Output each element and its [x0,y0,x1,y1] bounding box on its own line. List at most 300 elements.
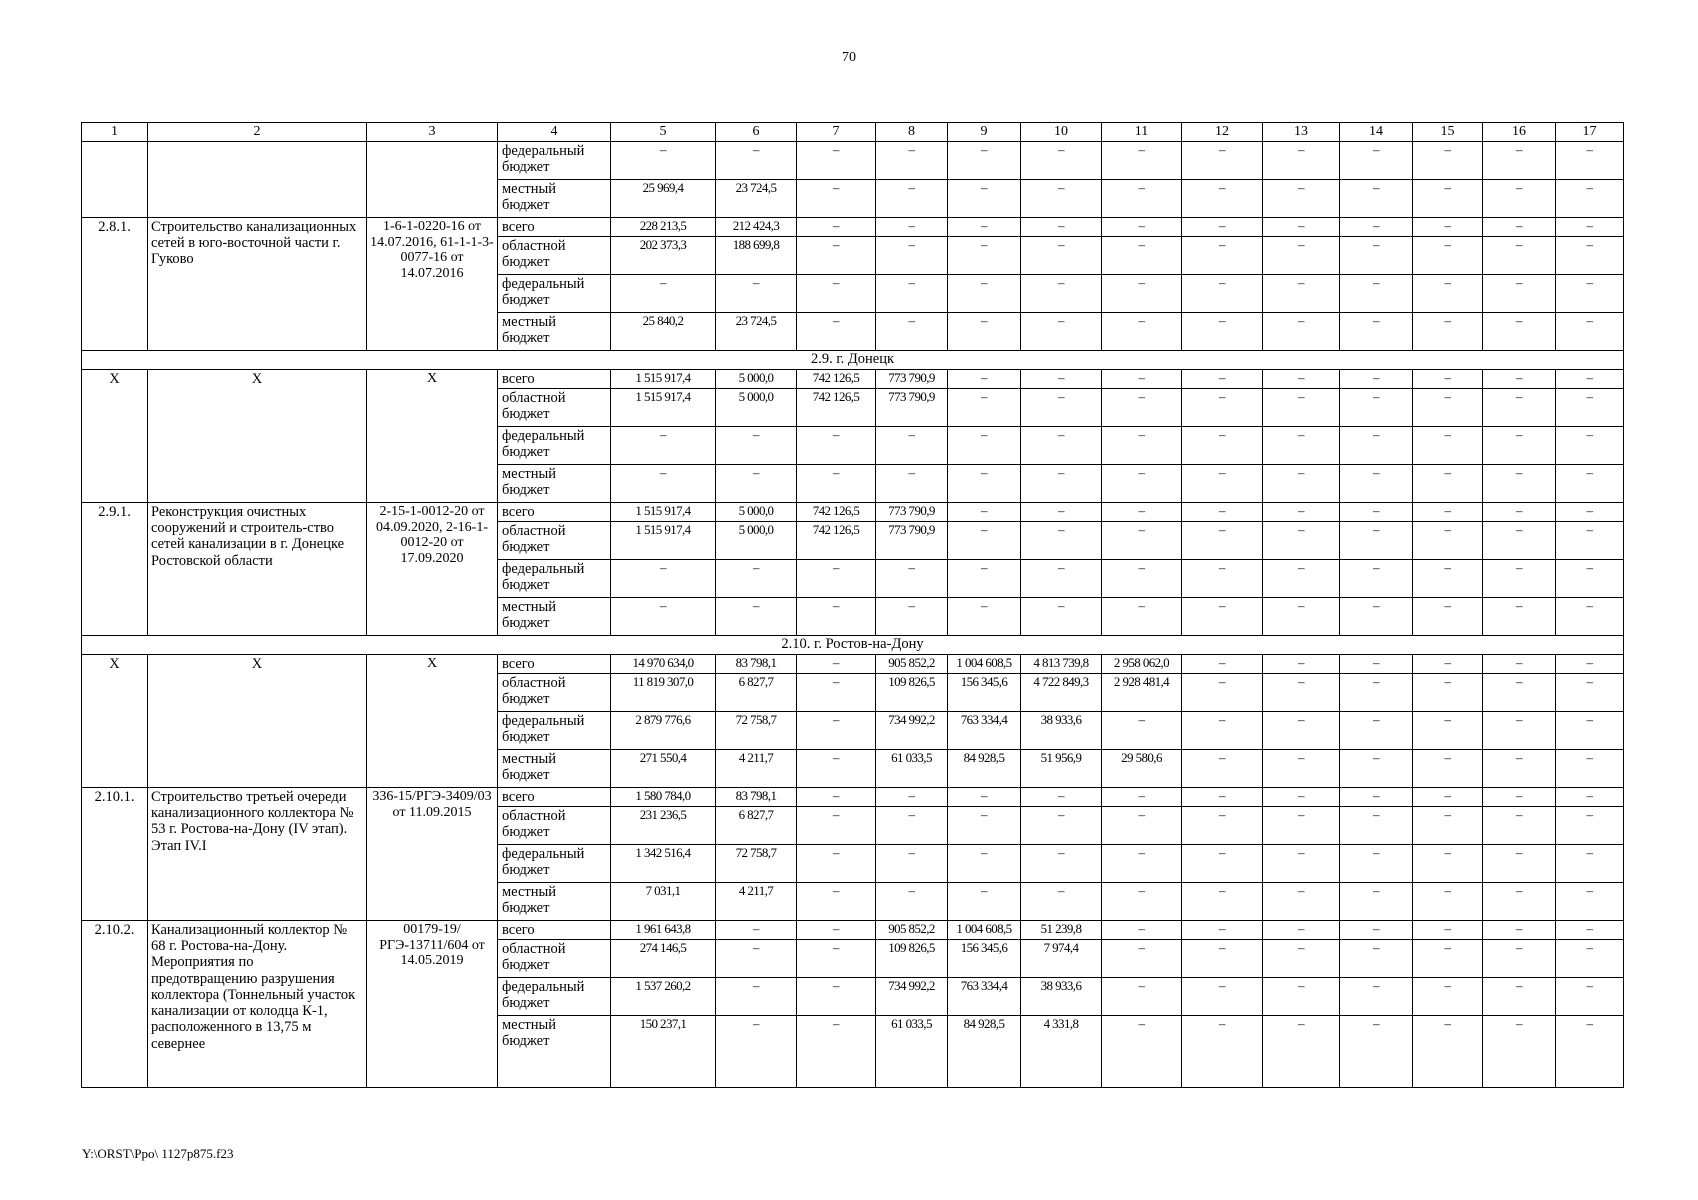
amount-cell: 109 826,5 [876,674,948,712]
item-name: Реконструкция очистных сооружений и строитель-ство сетей канализации в г. Донецке Ростовской области [148,503,367,636]
amount-cell: – [1413,237,1483,275]
amount-cell: 6 827,7 [716,807,797,845]
amount-cell: – [716,275,797,313]
amount-cell: – [797,750,876,788]
funding-source: всего [498,921,611,940]
amount-cell: 2 958 062,0 [1102,655,1182,674]
amount-cell: – [1021,218,1102,237]
amount-cell: 72 758,7 [716,845,797,883]
amount-cell: – [1182,465,1263,503]
amount-cell: – [1556,788,1624,807]
amount-cell: – [948,845,1021,883]
amount-cell: – [876,427,948,465]
amount-cell: – [1340,978,1413,1016]
column-number: 2 [148,123,367,142]
amount-cell: 1 342 516,4 [611,845,716,883]
item-name: Канализационный коллектор № 68 г. Ростова-на-Дону. Мероприятия по предотвращению разрушения коллектора (Тоннельный участок канализации от колодца К-1, расположенного в 13,75 м севернее [148,921,367,1088]
amount-cell: 7 031,1 [611,883,716,921]
amount-cell: – [1102,1016,1182,1088]
amount-cell: – [948,503,1021,522]
table-row [82,788,1624,807]
amount-cell: – [1340,218,1413,237]
amount-cell: – [1556,142,1624,180]
amount-cell: 905 852,2 [876,921,948,940]
amount-cell: – [1340,275,1413,313]
funding-source: областной бюджет [498,940,611,978]
item-name: Строительство третьей очереди канализационного коллектора № 53 г. Ростова-на-Дону (IV этап). Этап IV.I [148,788,367,921]
amount-cell: – [1556,978,1624,1016]
amount-cell: – [876,598,948,636]
amount-cell: – [1182,218,1263,237]
amount-cell: – [1102,180,1182,218]
amount-cell: – [1102,275,1182,313]
amount-cell: – [1556,389,1624,427]
column-number: 16 [1483,123,1556,142]
amount-cell: 773 790,9 [876,503,948,522]
amount-cell: – [1102,560,1182,598]
amount-cell: – [1182,940,1263,978]
funding-source: областной бюджет [498,807,611,845]
document-reference: 00179-19/РГЭ-13711/604 от 14.05.2019 [367,921,498,1088]
amount-cell: – [1413,978,1483,1016]
amount-cell: – [1413,788,1483,807]
amount-cell: – [1556,218,1624,237]
item-number: 2.9.1. [82,503,148,636]
amount-cell: – [1021,237,1102,275]
amount-cell: – [1021,465,1102,503]
amount-cell: – [1556,883,1624,921]
amount-cell: – [797,465,876,503]
amount-cell: – [1263,503,1340,522]
amount-cell: – [1556,845,1624,883]
amount-cell: 51 956,9 [1021,750,1102,788]
amount-cell: 1 004 608,5 [948,655,1021,674]
amount-cell: – [1483,978,1556,1016]
amount-cell: – [948,522,1021,560]
amount-cell: 742 126,5 [797,389,876,427]
amount-cell: – [876,560,948,598]
amount-cell: – [1263,427,1340,465]
amount-cell: – [797,807,876,845]
column-number: 8 [876,123,948,142]
funding-source: местный бюджет [498,750,611,788]
section-title: 2.9. г. Донецк [82,351,1624,370]
amount-cell: 5 000,0 [716,522,797,560]
item-number: 2.10.2. [82,921,148,1088]
amount-cell: 231 236,5 [611,807,716,845]
amount-cell: 72 758,7 [716,712,797,750]
document-reference: 2-15-1-0012-20 от 04.09.2020, 2-16-1-0012-20 от 17.09.2020 [367,503,498,636]
amount-cell: – [1483,503,1556,522]
amount-cell: – [1102,370,1182,389]
funding-source: областной бюджет [498,674,611,712]
amount-cell: – [797,180,876,218]
amount-cell: – [948,180,1021,218]
amount-cell: – [876,788,948,807]
amount-cell: – [948,465,1021,503]
amount-cell: – [1556,503,1624,522]
amount-cell: – [1556,655,1624,674]
document-reference: 336-15/РГЭ-3409/03 от 11.09.2015 [367,788,498,921]
amount-cell: 1 580 784,0 [611,788,716,807]
amount-cell: – [1413,1016,1483,1088]
table-row [82,142,1624,180]
funding-source: федеральный бюджет [498,142,611,180]
amount-cell: – [1182,655,1263,674]
amount-cell: – [716,940,797,978]
amount-cell: – [1182,180,1263,218]
amount-cell: – [1483,427,1556,465]
amount-cell: – [1182,921,1263,940]
column-number: 4 [498,123,611,142]
funding-source: федеральный бюджет [498,978,611,1016]
amount-cell: – [1413,370,1483,389]
amount-cell: – [1263,807,1340,845]
amount-cell: 4 813 739,8 [1021,655,1102,674]
amount-cell: 734 992,2 [876,978,948,1016]
amount-cell: – [1483,883,1556,921]
amount-cell: 11 819 307,0 [611,674,716,712]
amount-cell: – [948,389,1021,427]
table-row [82,921,1624,940]
item-number [82,142,148,218]
amount-cell: 1 537 260,2 [611,978,716,1016]
amount-cell: – [716,921,797,940]
amount-cell: – [1413,522,1483,560]
amount-cell: – [1556,275,1624,313]
amount-cell: – [1263,370,1340,389]
funding-source: областной бюджет [498,522,611,560]
amount-cell: – [797,598,876,636]
funding-source: федеральный бюджет [498,712,611,750]
amount-cell: – [611,598,716,636]
column-number: 3 [367,123,498,142]
amount-cell: – [1263,275,1340,313]
amount-cell: 156 345,6 [948,674,1021,712]
amount-cell: – [797,237,876,275]
amount-cell: 23 724,5 [716,313,797,351]
amount-cell: – [876,142,948,180]
amount-cell: – [797,940,876,978]
amount-cell: – [1556,237,1624,275]
amount-cell: – [797,883,876,921]
amount-cell: – [948,883,1021,921]
column-number: 15 [1413,123,1483,142]
amount-cell: – [1483,560,1556,598]
funding-source: федеральный бюджет [498,560,611,598]
amount-cell: 51 239,8 [1021,921,1102,940]
funding-source: всего [498,370,611,389]
amount-cell: – [611,427,716,465]
amount-cell: – [1413,560,1483,598]
column-number: 9 [948,123,1021,142]
amount-cell: – [1182,560,1263,598]
column-number: 11 [1102,123,1182,142]
amount-cell: – [1340,465,1413,503]
amount-cell: – [1102,522,1182,560]
amount-cell: – [716,465,797,503]
amount-cell: – [797,655,876,674]
amount-cell: – [1340,598,1413,636]
funding-source: всего [498,655,611,674]
amount-cell: 905 852,2 [876,655,948,674]
amount-cell: – [1556,522,1624,560]
amount-cell: – [1556,807,1624,845]
amount-cell: – [797,674,876,712]
amount-cell: – [1340,883,1413,921]
amount-cell: – [1556,750,1624,788]
amount-cell: 773 790,9 [876,370,948,389]
amount-cell: – [1102,313,1182,351]
amount-cell: 84 928,5 [948,750,1021,788]
amount-cell: – [716,142,797,180]
amount-cell: – [1483,788,1556,807]
amount-cell: 25 969,4 [611,180,716,218]
amount-cell: – [1340,655,1413,674]
amount-cell: 38 933,6 [1021,712,1102,750]
item-name [148,142,367,218]
section-title: 2.10. г. Ростов-на-Дону [82,636,1624,655]
footer-file-path: Y:\ORST\Ppo\ 1127p875.f23 [82,1146,234,1161]
amount-cell: 4 331,8 [1021,1016,1102,1088]
amount-cell: – [948,275,1021,313]
amount-cell: – [1102,883,1182,921]
amount-cell: – [1263,522,1340,560]
amount-cell: – [1483,142,1556,180]
amount-cell: – [1102,845,1182,883]
amount-cell: – [1556,674,1624,712]
amount-cell: – [1263,598,1340,636]
amount-cell: – [876,237,948,275]
document-reference [367,142,498,218]
amount-cell: – [1263,237,1340,275]
amount-cell: – [611,142,716,180]
amount-cell: – [1182,712,1263,750]
amount-cell: – [1413,750,1483,788]
amount-cell: – [1340,921,1413,940]
amount-cell: – [1182,883,1263,921]
amount-cell: 773 790,9 [876,389,948,427]
amount-cell: – [1263,674,1340,712]
amount-cell: 2 928 481,4 [1102,674,1182,712]
amount-cell: – [876,180,948,218]
amount-cell: – [1413,674,1483,712]
amount-cell: 271 550,4 [611,750,716,788]
section-row [82,636,1624,655]
amount-cell: – [1263,313,1340,351]
amount-cell: 84 928,5 [948,1016,1021,1088]
amount-cell: – [1413,218,1483,237]
amount-cell: – [1556,712,1624,750]
amount-cell: – [1483,1016,1556,1088]
amount-cell: – [1483,712,1556,750]
funding-source: местный бюджет [498,465,611,503]
amount-cell: 1 004 608,5 [948,921,1021,940]
amount-cell: 202 373,3 [611,237,716,275]
amount-cell: – [1182,674,1263,712]
amount-cell: 734 992,2 [876,712,948,750]
amount-cell: 4 211,7 [716,883,797,921]
funding-source: всего [498,503,611,522]
amount-cell: – [1021,142,1102,180]
funding-source: областной бюджет [498,237,611,275]
amount-cell: 150 237,1 [611,1016,716,1088]
amount-cell: – [948,788,1021,807]
amount-cell: – [716,1016,797,1088]
column-number: 12 [1182,123,1263,142]
column-number: 7 [797,123,876,142]
amount-cell: – [1263,788,1340,807]
amount-cell: 212 424,3 [716,218,797,237]
amount-cell: – [1021,370,1102,389]
amount-cell: – [797,313,876,351]
amount-cell: – [1263,921,1340,940]
amount-cell: – [876,465,948,503]
amount-cell: – [1483,389,1556,427]
amount-cell: – [1483,940,1556,978]
amount-cell: 2 879 776,6 [611,712,716,750]
section-row [82,351,1624,370]
amount-cell: – [1413,655,1483,674]
amount-cell: – [1263,465,1340,503]
amount-cell: – [1413,503,1483,522]
amount-cell: – [1263,142,1340,180]
amount-cell: – [1263,560,1340,598]
amount-cell: – [1182,598,1263,636]
amount-cell: – [797,921,876,940]
amount-cell: – [797,560,876,598]
amount-cell: 29 580,6 [1102,750,1182,788]
amount-cell: – [1556,180,1624,218]
amount-cell: 5 000,0 [716,503,797,522]
funding-source: федеральный бюджет [498,845,611,883]
amount-cell: 4 722 849,3 [1021,674,1102,712]
table-row [82,370,1624,389]
amount-cell: – [1413,389,1483,427]
amount-cell: – [1102,712,1182,750]
amount-cell: – [1413,807,1483,845]
amount-cell: – [1182,237,1263,275]
column-number: 10 [1021,123,1102,142]
amount-cell: – [1182,807,1263,845]
amount-cell: – [1021,807,1102,845]
amount-cell: – [716,560,797,598]
amount-cell: 1 515 917,4 [611,503,716,522]
amount-cell: – [797,427,876,465]
amount-cell: – [1556,1016,1624,1088]
document-reference: Х [367,370,498,503]
amount-cell: – [1021,180,1102,218]
column-number: 6 [716,123,797,142]
amount-cell: – [1021,275,1102,313]
amount-cell: – [1340,522,1413,560]
amount-cell: – [1483,674,1556,712]
amount-cell: – [1340,845,1413,883]
amount-cell: 742 126,5 [797,522,876,560]
table-row [82,218,1624,237]
amount-cell: – [611,275,716,313]
amount-cell: – [1182,845,1263,883]
amount-cell: 23 724,5 [716,180,797,218]
item-number: 2.10.1. [82,788,148,921]
document-reference: Х [367,655,498,788]
item-number: 2.8.1. [82,218,148,351]
item-name: Х [148,370,367,503]
amount-cell: – [1483,750,1556,788]
amount-cell: – [1102,598,1182,636]
amount-cell: – [611,560,716,598]
amount-cell: – [1102,427,1182,465]
amount-cell: – [948,142,1021,180]
amount-cell: – [1340,180,1413,218]
amount-cell: – [1102,503,1182,522]
amount-cell: – [1413,940,1483,978]
amount-cell: 742 126,5 [797,370,876,389]
amount-cell: 773 790,9 [876,522,948,560]
amount-cell: – [1483,655,1556,674]
amount-cell: – [1263,655,1340,674]
amount-cell: – [1021,427,1102,465]
amount-cell: – [1263,845,1340,883]
amount-cell: 5 000,0 [716,389,797,427]
amount-cell: – [1556,560,1624,598]
amount-cell: – [797,788,876,807]
amount-cell: – [948,427,1021,465]
amount-cell: – [1483,465,1556,503]
amount-cell: – [1102,940,1182,978]
column-number-row [82,123,1624,142]
amount-cell: – [1556,465,1624,503]
amount-cell: 38 933,6 [1021,978,1102,1016]
amount-cell: – [948,807,1021,845]
amount-cell: – [1263,389,1340,427]
amount-cell: – [1340,142,1413,180]
amount-cell: – [1263,978,1340,1016]
amount-cell: – [1340,560,1413,598]
funding-source: всего [498,788,611,807]
amount-cell: 83 798,1 [716,655,797,674]
amount-cell: – [1413,883,1483,921]
amount-cell: – [948,218,1021,237]
amount-cell: – [1413,180,1483,218]
item-number: Х [82,655,148,788]
amount-cell: 7 974,4 [1021,940,1102,978]
item-name: Х [148,655,367,788]
amount-cell: – [716,598,797,636]
amount-cell: – [1263,180,1340,218]
amount-cell: – [1021,313,1102,351]
amount-cell: – [1413,275,1483,313]
amount-cell: – [1182,522,1263,560]
column-number: 13 [1263,123,1340,142]
amount-cell: 83 798,1 [716,788,797,807]
amount-cell: – [1483,237,1556,275]
amount-cell: – [797,218,876,237]
amount-cell: – [1021,788,1102,807]
amount-cell: – [1102,142,1182,180]
budget-table [81,122,1624,1088]
amount-cell: – [1182,503,1263,522]
amount-cell: – [1340,237,1413,275]
amount-cell: – [1182,427,1263,465]
funding-source: федеральный бюджет [498,427,611,465]
amount-cell: – [1340,807,1413,845]
item-number: Х [82,370,148,503]
amount-cell: – [1413,427,1483,465]
funding-source: местный бюджет [498,1016,611,1088]
amount-cell: – [1556,598,1624,636]
amount-cell: – [797,712,876,750]
